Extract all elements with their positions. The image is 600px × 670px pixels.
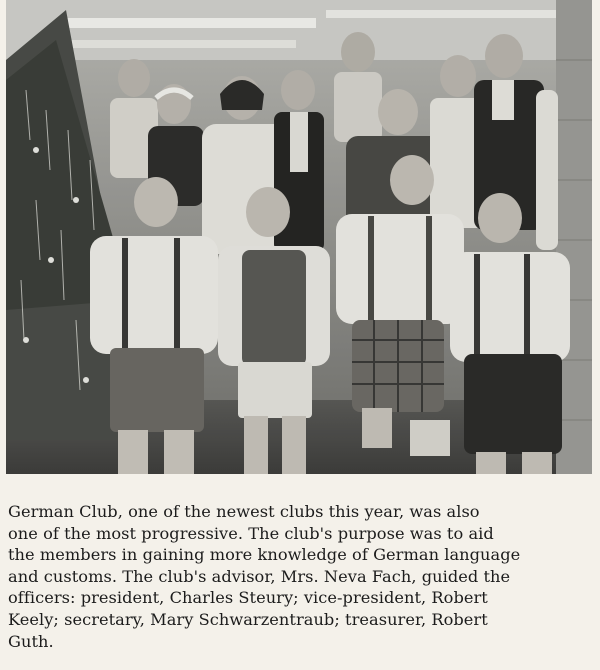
caption-line-2: one of the most progressive. The club's purpose was to aid — [8, 523, 494, 543]
group-photo-illustration — [6, 0, 592, 474]
caption-line-7: Guth. — [8, 631, 54, 651]
caption-line-6: Keely; secretary, Mary Schwarzentraub; treasurer, Robert — [8, 609, 488, 629]
caption-line-3: the members in gaining more knowledge of German language — [8, 545, 521, 565]
group-photo — [6, 0, 592, 474]
photo-caption — [8, 501, 598, 652]
caption-line-4: and customs. The club's advisor, Mrs. Neva Fach, guided the — [8, 566, 511, 586]
caption-line-5: officers: president, Charles Steury; vice-president, Robert — [8, 588, 488, 608]
caption-line-1: German Club, one of the newest clubs this year, was also — [8, 502, 480, 521]
